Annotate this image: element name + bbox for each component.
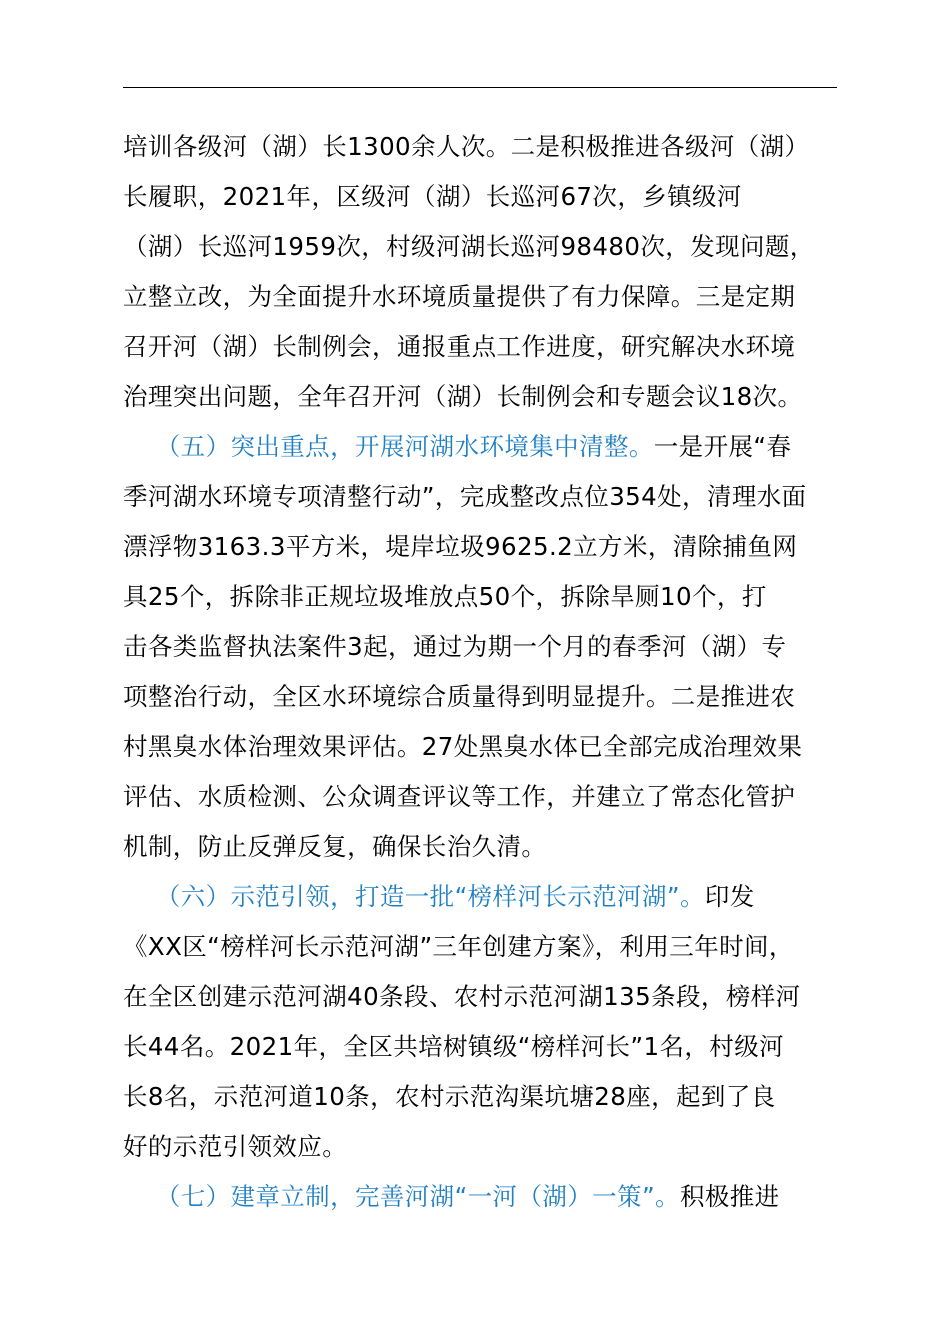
line-text: （湖）长巡河1959次，村级河湖长巡河98480次，发现问题， [123,232,815,261]
line-text: 好的示范引领效应。 [123,1132,348,1161]
text-line [123,772,839,822]
line-text: 击各类监督执法案件3起，通过为期一个月的春季河（湖）专 [123,632,787,661]
text-line [123,322,839,372]
text-line [123,622,839,672]
text-line [123,1122,839,1172]
text-line [123,172,839,222]
text-line [123,1072,839,1122]
text-line [123,672,839,722]
text-line [123,122,839,172]
text-line [123,872,839,922]
line-text: 漂浮物3163.3平方米，堤岸垃圾9625.2立方米，清除捕鱼网 [123,532,798,561]
line-text: 《XX区“榜样河长示范河湖”三年创建方案》，利用三年时间， [123,932,794,961]
text-line [123,922,839,972]
line-text: 机制，防止反弹反复，确保长治久清。 [123,832,547,861]
line-text: 长44名。2021年，全区共培树镇级“榜样河长”1名，村级河 [123,1032,784,1061]
text-line [123,722,839,772]
section-heading: （七）建章立制，完善河湖“一河（湖）一策”。 [155,1182,680,1211]
section-heading: （五）突出重点，开展河湖水环境集中清整。 [155,432,654,461]
text-line [123,972,839,1022]
line-text: 在全区创建示范河湖40条段、农村示范河湖135条段，榜样河 [123,982,801,1011]
line-text: 长8名，示范河道10条，农村示范沟渠坑塘28座，起到了良 [123,1082,776,1111]
text-line [123,822,839,872]
text-line [123,422,839,472]
line-text: 培训各级河（湖）长1300余人次。二是积极推进各级河（湖） [123,132,810,161]
line-text: 评估、水质检测、公众调查评议等工作，并建立了常态化管护 [123,782,796,811]
line-text: 治理突出问题，全年召开河（湖）长制例会和专题会议18次。 [123,382,803,411]
text-line [123,272,839,322]
section-heading: （六）示范引领，打造一批“榜样河长示范河湖”。 [155,882,705,911]
line-text: 项整治行动，全区水环境综合质量得到明显提升。二是推进农 [123,682,796,711]
line-text: 一是开展“春 [653,432,792,461]
line-text: 季河湖水环境专项清整行动”，完成整改点位354处，清理水面 [123,482,807,511]
header-rule [123,87,837,88]
text-line [123,372,839,422]
line-text: 长履职，2021年，区级河（湖）长巡河67次，乡镇级河 [123,182,742,211]
line-text: 具25个，拆除非正规垃圾堆放点50个，拆除旱厕10个，打 [123,582,767,611]
line-text: 印发 [704,882,755,911]
line-text: 积极推进 [679,1182,780,1211]
text-line [123,1172,839,1222]
text-line [123,522,839,572]
text-line [123,222,839,272]
text-line [123,472,839,522]
body-text [123,122,839,1222]
line-text: 村黑臭水体治理效果评估。27处黑臭水体已全部完成治理效果 [123,732,803,761]
text-line [123,1022,839,1072]
line-text: 召开河（湖）长制例会，通报重点工作进度，研究解决水环境 [123,332,796,361]
text-line [123,572,839,622]
line-text: 立整立改，为全面提升水环境质量提供了有力保障。三是定期 [123,282,796,311]
